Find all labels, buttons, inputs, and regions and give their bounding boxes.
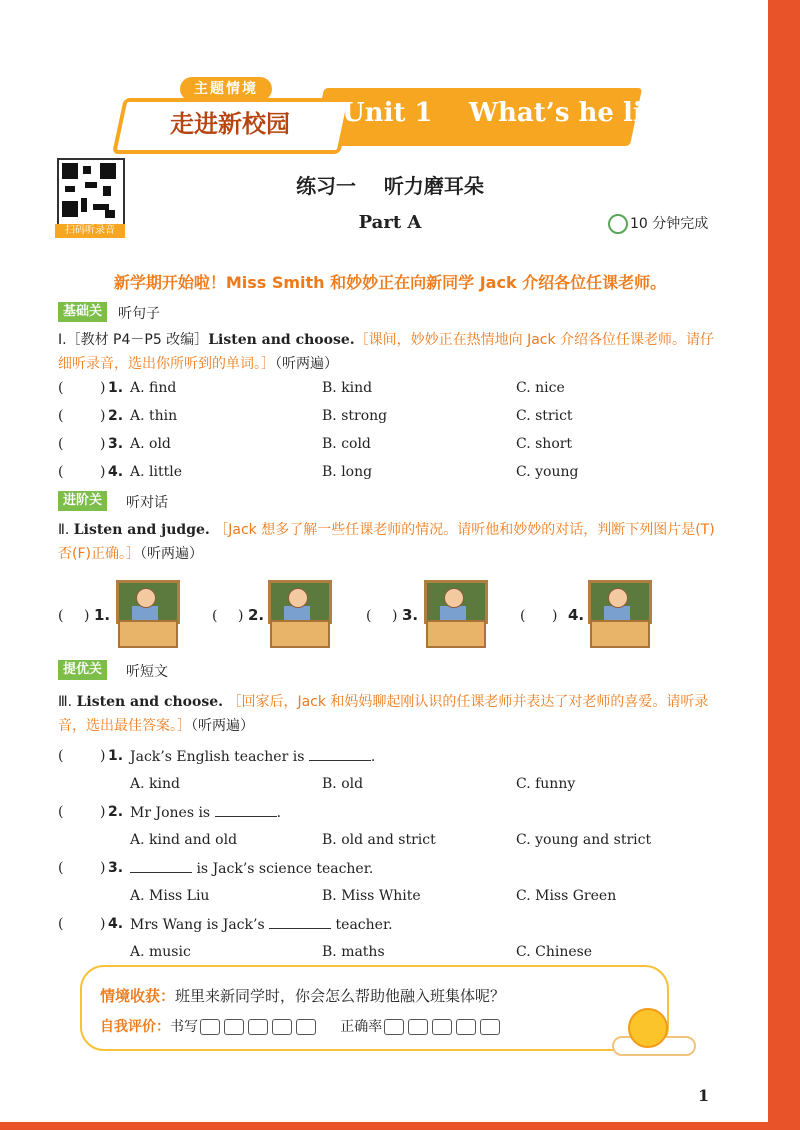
option-c: C. nice (516, 380, 565, 396)
option-a: A. old (130, 436, 171, 452)
option-a: A. find (130, 380, 177, 396)
s3-options-3 (58, 888, 738, 910)
thumbs-up-icon[interactable] (480, 1019, 500, 1035)
option-a: A. little (130, 464, 182, 480)
page-edge-bottom (0, 1122, 800, 1130)
option-c: C. Miss Green (516, 888, 617, 904)
teacher-picture-2 (268, 580, 330, 648)
exercise-title: 练习一 听力磨耳朵 (296, 174, 484, 198)
answer-paren-open[interactable]: ( (212, 608, 218, 624)
picture-number: 4. (568, 606, 585, 624)
page-number: 1 (698, 1086, 710, 1105)
section3-instr-orange: ［回家后，Jack 和妈妈聊起刚认识的任课老师并表达了对老师的喜爱。请听录音，选出最佳答案。］ (58, 694, 709, 734)
answer-paren-open[interactable]: ( (58, 436, 64, 452)
gain-text: 班里来新同学时，你会怎么帮助他融入班集体呢？ (175, 987, 506, 1005)
option-b: B. kind (322, 380, 373, 396)
question-number: 4. (108, 916, 124, 932)
stem-text: teacher. (335, 917, 393, 933)
answer-paren-close: ) (100, 916, 106, 932)
timer-text: 10 分钟完成 (630, 216, 709, 232)
answer-paren-open[interactable]: ( (366, 608, 372, 624)
section2-prefix: Ⅱ. (58, 522, 70, 538)
thumbs-up-icon[interactable] (248, 1019, 268, 1035)
question-number: 2. (108, 408, 124, 424)
answer-blank[interactable] (309, 748, 371, 761)
option-c: C. young and strict (516, 832, 652, 848)
option-b: B. old (322, 776, 364, 792)
s3-question-4 (58, 916, 738, 938)
question-stem (130, 804, 281, 821)
theme-title: 走进新校园 (170, 110, 290, 138)
writing-label: 书写 (170, 1019, 198, 1035)
answer-paren-close: ) (100, 860, 106, 876)
picture-number: 2. (248, 606, 265, 624)
option-b: B. Miss White (322, 888, 421, 904)
part-title: Part A (358, 212, 422, 233)
thumbs-up-icon[interactable] (200, 1019, 220, 1035)
answer-paren-close: ) (100, 748, 106, 764)
section2-instructions (58, 518, 723, 566)
section2-instr-en: Listen and judge. (73, 522, 210, 538)
section3-tag: 提优关 (58, 660, 107, 680)
option-c: C. funny (516, 776, 576, 792)
stem-text: is Jack’s science teacher. (196, 861, 374, 877)
question-number: 4. (108, 464, 124, 480)
answer-blank[interactable] (130, 860, 192, 873)
answer-paren-open[interactable]: ( (520, 608, 526, 624)
section1-prefix: Ⅰ.［教材 P4－P5 改编］ (58, 332, 209, 348)
stem-text: . (370, 749, 376, 765)
s1-question-4 (58, 464, 738, 486)
picture-number: 1. (94, 606, 111, 624)
answer-paren-close: ) (100, 436, 106, 452)
unit-title: Unit 1 What’s he like? (342, 98, 693, 128)
option-a: A. kind (130, 776, 180, 792)
option-a: A. thin (130, 408, 178, 424)
section1-instructions (58, 328, 723, 376)
question-number: 3. (108, 436, 124, 452)
option-b: B. cold (322, 436, 371, 452)
section1-subtitle: 听句子 (118, 306, 160, 322)
thumbs-up-icon[interactable] (272, 1019, 292, 1035)
option-b: B. strong (322, 408, 388, 424)
situation-gain-box (80, 965, 669, 1051)
section3-subtitle: 听短文 (126, 664, 168, 680)
question-stem (130, 748, 375, 765)
s3-question-3 (58, 860, 738, 882)
section1-tag: 基础关 (58, 302, 107, 322)
answer-paren-close: ) (84, 608, 90, 624)
option-b: B. maths (322, 944, 385, 960)
option-c: C. short (516, 436, 573, 452)
situation-gain-question (100, 985, 505, 1006)
thumbs-up-icon[interactable] (384, 1019, 404, 1035)
option-b: B. old and strict (322, 832, 436, 848)
thumbs-up-icon[interactable] (408, 1019, 428, 1035)
s3-options-1 (58, 776, 738, 798)
accuracy-label: 正确率 (340, 1019, 383, 1035)
answer-paren-open[interactable]: ( (58, 380, 64, 396)
stem-text: Mrs Wang is Jack’s (130, 917, 265, 933)
question-number: 3. (108, 860, 124, 876)
self-evaluation (100, 1016, 502, 1036)
answer-paren-open[interactable]: ( (58, 860, 64, 876)
qr-label: 扫码听录音 (55, 224, 125, 238)
option-a: A. kind and old (130, 832, 238, 848)
section1-instr-en: Listen and choose. (208, 332, 355, 348)
answer-paren-close: ) (100, 380, 106, 396)
answer-paren-open[interactable]: ( (58, 748, 64, 764)
answer-paren-close: ) (100, 408, 106, 424)
answer-paren-open[interactable]: ( (58, 408, 64, 424)
gain-label: 情境收获： (100, 987, 176, 1005)
eval-label: 自我评价： (100, 1019, 170, 1035)
answer-paren-open[interactable]: ( (58, 804, 64, 820)
section1-instr-tail: （听两遍） (275, 356, 338, 372)
answer-paren-open[interactable]: ( (58, 608, 64, 624)
answer-paren-close: ) (100, 464, 106, 480)
answer-blank[interactable] (215, 804, 277, 817)
option-b: B. long (322, 464, 373, 480)
s3-question-2 (58, 804, 738, 826)
answer-paren-open[interactable]: ( (58, 464, 64, 480)
sun-icon (628, 1008, 668, 1048)
s1-question-2 (58, 408, 738, 430)
clock-icon (608, 214, 628, 234)
thumbs-up-icon[interactable] (456, 1019, 476, 1035)
answer-paren-close: ) (392, 608, 398, 624)
answer-blank[interactable] (269, 916, 331, 929)
intro-text: 新学期开始啦！Miss Smith 和妙妙正在向新同学 Jack 介绍各位任课老师。 (113, 273, 667, 292)
s3-question-1 (58, 748, 738, 770)
answer-paren-close: ) (552, 608, 558, 624)
section3-instr-en: Listen and choose. (76, 694, 223, 710)
option-c: C. young (516, 464, 579, 480)
teacher-picture-3 (424, 580, 486, 648)
option-a: A. music (130, 944, 191, 960)
section3-prefix: Ⅲ. (58, 694, 73, 710)
section2-instr-tail: （听两遍） (139, 546, 203, 562)
section3-instr-tail: （听两遍） (191, 718, 254, 734)
question-number: 1. (108, 380, 124, 396)
question-stem (130, 916, 393, 933)
s3-options-4 (58, 944, 738, 966)
stem-text: Jack’s English teacher is (130, 749, 305, 765)
s1-question-1 (58, 380, 738, 402)
thumbs-up-icon[interactable] (296, 1019, 316, 1035)
answer-paren-open[interactable]: ( (58, 916, 64, 932)
answer-paren-close: ) (238, 608, 244, 624)
section2-instr-orange: ［Jack 想多了解一些任课老师的情况。请听他和妙妙的对话，判断下列图片是(T)否(F)正确。］ (58, 522, 715, 562)
theme-tag: 主题情境 (180, 77, 272, 101)
question-stem (130, 860, 373, 877)
teacher-picture-1 (116, 580, 178, 648)
option-a: A. Miss Liu (130, 888, 210, 904)
question-number: 1. (108, 748, 124, 764)
answer-paren-close: ) (100, 804, 106, 820)
stem-text: . (276, 805, 282, 821)
option-c: C. strict (516, 408, 573, 424)
teacher-picture-4 (588, 580, 650, 648)
question-number: 2. (108, 804, 124, 820)
section3-instructions (58, 690, 723, 738)
picture-number: 3. (402, 606, 419, 624)
section2-subtitle: 听对话 (126, 495, 168, 511)
option-c: C. Chinese (516, 944, 593, 960)
thumbs-up-icon[interactable] (224, 1019, 244, 1035)
s1-question-3 (58, 436, 738, 458)
stem-text: Mr Jones is (130, 805, 211, 821)
section1-instr-orange: ［课间，妙妙正在热情地向 Jack 介绍各位任课老师。请仔细听录音，选出你所听到的单词。］ (58, 332, 715, 372)
thumbs-up-icon[interactable] (432, 1019, 452, 1035)
section2-tag: 进阶关 (58, 491, 107, 511)
s3-options-2 (58, 832, 738, 854)
